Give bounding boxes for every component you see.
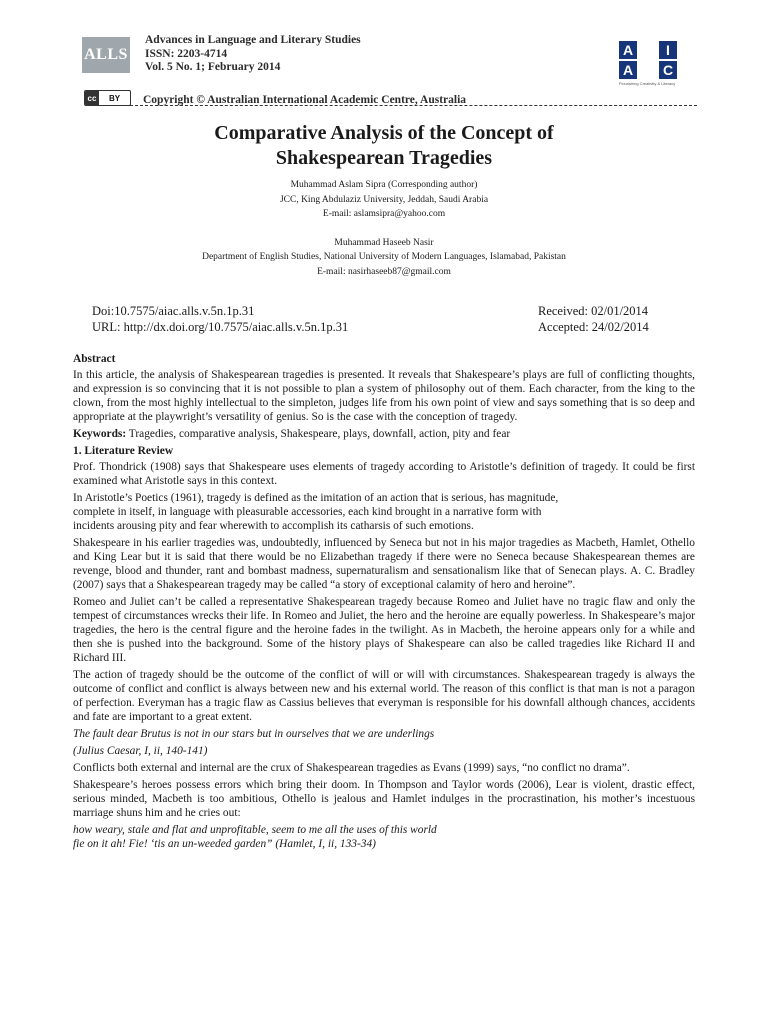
keywords-text: Tragedies, comparative analysis, Shakespeare, plays, downfall, action, pity and fear bbox=[126, 428, 511, 440]
aiac-tagline: Flourishing Creativity & Literacy bbox=[619, 81, 676, 86]
author-block bbox=[74, 178, 694, 279]
aiac-logo bbox=[619, 41, 679, 96]
alls-logo-text: ALLS bbox=[84, 46, 128, 63]
paragraph: Shakespeare in his earlier tragedies was, undoubtedly, influenced by Seneca but not in his major tragedies as Macbeth, Hamlet, Othello and King Lear but it is said that there would be no Elizabethan tragedy if there were no Seneca because Shakespearean themes are revenge, blood and thunder, rant and bombast madness, supernaturalism and sensationalism like that of Senecan plays. A. C. Bradley (2007) says that a Shakespearean tragedy may be called “a story of exceptional calamity of hero and heroine”. bbox=[73, 537, 695, 591]
journal-info bbox=[145, 34, 361, 75]
by-icon: BY bbox=[108, 93, 121, 103]
quote-julius-caesar: The fault dear Brutus is not in our stars but in ourselves that we are underlings bbox=[73, 728, 435, 740]
title-line-2: Shakespearean Tragedies bbox=[275, 147, 493, 169]
cc-icon: cc bbox=[85, 91, 99, 105]
cc-by-license-icon[interactable] bbox=[84, 90, 131, 106]
aiac-letter-a2: A bbox=[619, 61, 637, 79]
aiac-letter-c: C bbox=[659, 61, 677, 79]
quote-hamlet-line-1: how weary, stale and flat and unprofitable, seem to me all the uses of this world bbox=[73, 824, 437, 836]
paragraph: Prof. Thondrick (1908) says that Shakespeare uses elements of tragedy according to Aristotle’s definition of tragedy. It could be first examined what Aristotle says in this context. bbox=[73, 461, 695, 487]
keywords bbox=[73, 427, 695, 441]
abstract-text: In this article, the analysis of Shakespearean tragedies is presented. It reveals that Shakespeare’s plays are full of conflicting thoughts, and expression is so convincing that it is not possible to plan a system of philosophy out of them. Each character, from the king to the clown, from the most highly intellectual to the simpleton, judges life from his own point of view and says something that is so deep and appropriate at the playwright’s versatility of genius. So is the case with the conception of tragedy. bbox=[73, 369, 695, 423]
alls-logo bbox=[82, 37, 130, 73]
quote-hamlet-line-2: fie on it ah! Fie! ‘tis an un-weeded garden” (Hamlet, I, ii, 133-34) bbox=[73, 838, 376, 850]
received-date: Received: 02/01/2014 bbox=[538, 304, 649, 318]
journal-volume: Vol. 5 No. 1; February 2014 bbox=[145, 61, 281, 73]
author2-affiliation: Department of English Studies, National University of Modern Languages, Islamabad, Pakistan bbox=[202, 252, 566, 262]
copyright-notice: Copyright © Australian International Academic Centre, Australia bbox=[143, 94, 467, 106]
url-link[interactable]: URL: http://dx.doi.org/10.7575/aiac.alls.v.5n.1p.31 bbox=[92, 319, 349, 334]
paper-title bbox=[74, 121, 694, 171]
author2-email[interactable]: E-mail: nasirhaseeb87@gmail.com bbox=[317, 266, 451, 277]
keywords-label: Keywords: bbox=[73, 428, 127, 440]
article-body bbox=[73, 352, 695, 854]
quote-citation: (Julius Caesar, I, ii, 140-141) bbox=[73, 745, 208, 757]
dates-block bbox=[538, 304, 649, 335]
abstract-heading: Abstract bbox=[73, 353, 116, 365]
paragraph: The action of tragedy should be the outcome of the conflict of will or will with circumstances. Shakespearean tragedy is always the outcome of conflict and conflict is always between new and his external world. The reason of this conflict is that man is not a paragon of perfection. Everyman has a tragic flaw as Cassius believes that everyman is responsible for his downfall although chances, accidents and fate are important to a great extent. bbox=[73, 669, 695, 723]
doi-block bbox=[92, 304, 348, 335]
journal-issn: ISSN: 2203-4714 bbox=[145, 47, 228, 60]
paragraph: Romeo and Juliet can’t be called a representative Shakespearean tragedy because Romeo and Juliet have no tragic flaw and only the tempest of circumstances wrecks their life. In Romeo and Juliet, the hero and the heroine are equally powerless. In Shakespeare’s major tragedies, the hero is the central figure and the heroine fades in the twilight. As in Macbeth, the heroine appears only for a while and then she is pushed into the background. Some of the history plays of Shakespeare can also be called tragedies like Richard II and Richard III. bbox=[73, 596, 695, 664]
author1-email[interactable]: E-mail: aslamsipra@yahoo.com bbox=[322, 209, 446, 219]
journal-name: Advances in Language and Literary Studies bbox=[145, 34, 361, 46]
title-line-1: Comparative Analysis of the Concept of bbox=[214, 122, 554, 144]
paragraph: Conflicts both external and internal are the crux of Shakespearean tragedies as Evans (1999) says, “no conflict no drama”. bbox=[73, 762, 630, 774]
block-quote: In Aristotle’s Poetics (1961), tragedy is defined as the imitation of an action that is serious, has magnitude, complete in itself, in language with pleasurable accessories, each kind brought in a narrative form with incidents arousing pity and fear wherewith to accomplish its catharsis of such emotions. bbox=[73, 492, 559, 532]
aiac-letter-i: I bbox=[659, 41, 677, 59]
section-heading-literature-review: 1. Literature Review bbox=[73, 445, 174, 457]
accepted-date: Accepted: 24/02/2014 bbox=[538, 319, 649, 334]
paragraph: Shakespeare’s heroes possess errors which bring their doom. In Thompson and Taylor words (2006), Lear is violent, drastic effect, serious minded, Macbeth is too ambitious, Othello is jealous and Hamlet indulges in the procrastination, his mother’s incestuous marriage shuns him and he cries out: bbox=[73, 779, 695, 819]
author1-affiliation: JCC, King Abdulaziz University, Jeddah, Saudi Arabia bbox=[279, 194, 489, 205]
doi[interactable]: Doi:10.7575/aiac.alls.v.5n.1p.31 bbox=[92, 304, 255, 318]
author1-name: Muhammad Aslam Sipra (Corresponding author) bbox=[290, 180, 478, 190]
aiac-letter-a1: A bbox=[619, 41, 637, 59]
header-divider bbox=[130, 105, 697, 106]
author2-name: Muhammad Haseeb Nasir bbox=[334, 237, 434, 248]
